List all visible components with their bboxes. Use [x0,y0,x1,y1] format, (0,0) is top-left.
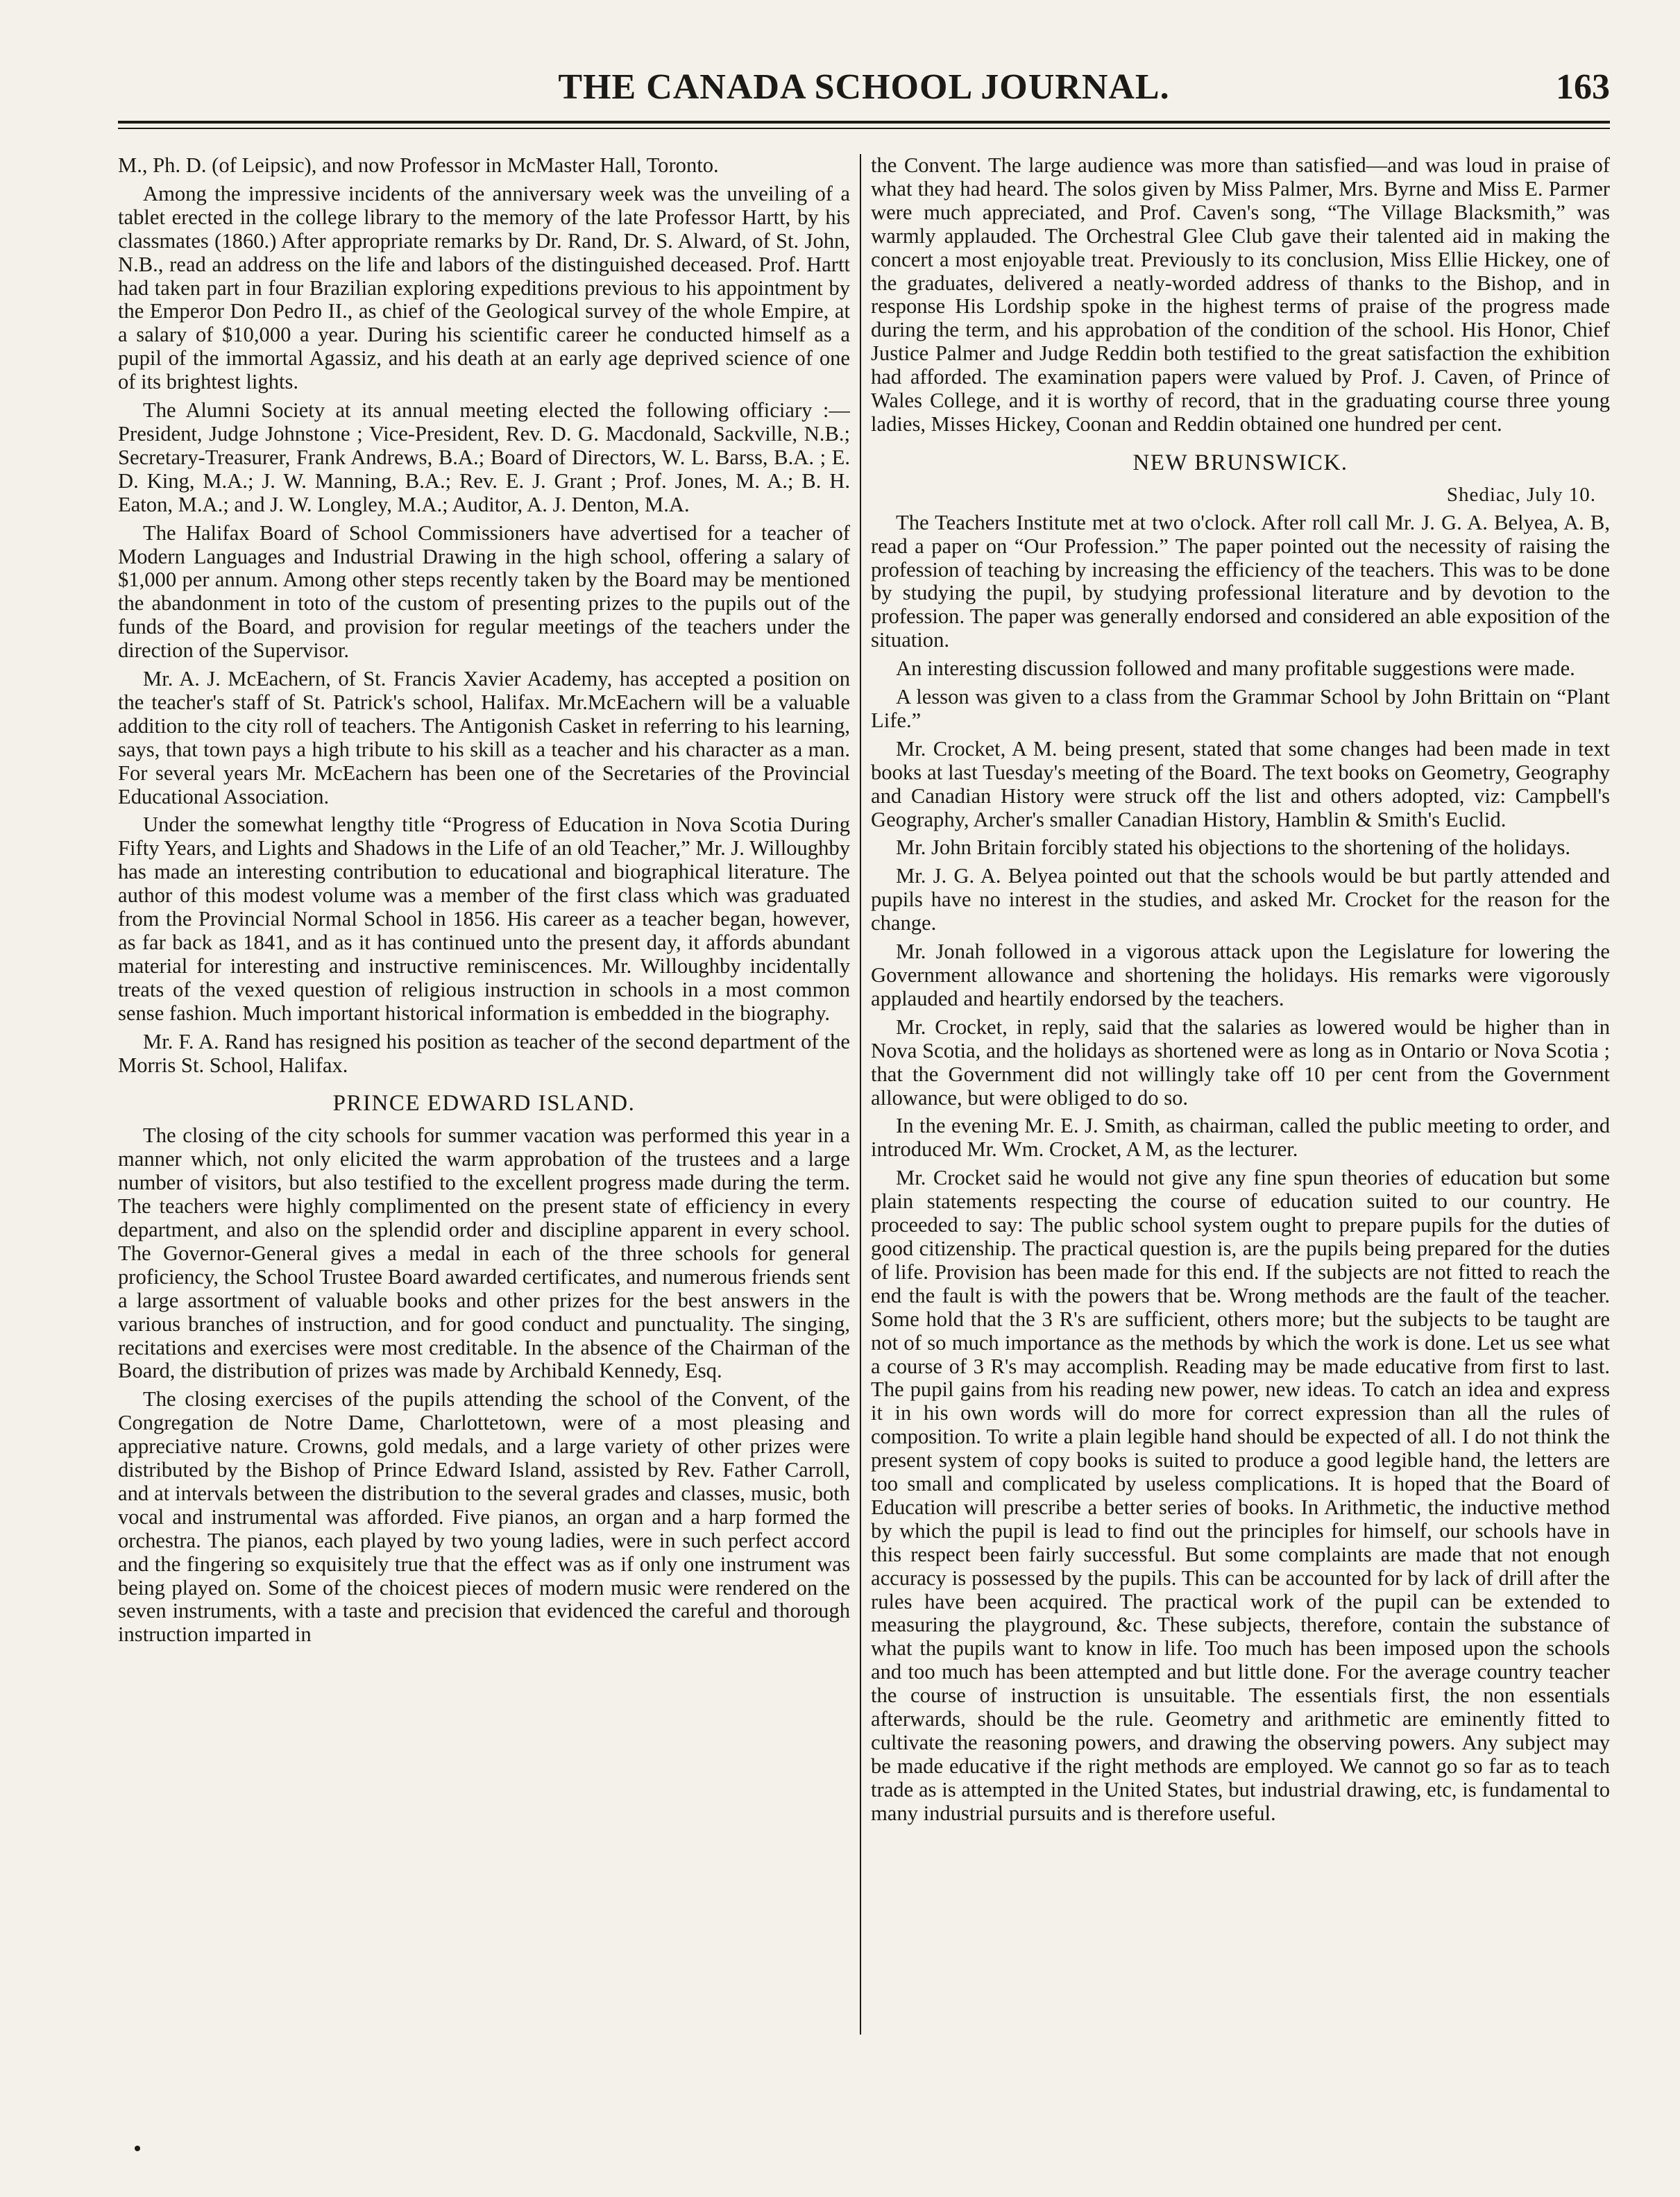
section-heading-new-brunswick: NEW BRUNSWICK. [1132,450,1348,475]
left-column [118,154,850,2042]
journal-title: THE CANADA SCHOOL JOURNAL. [558,67,1170,107]
paragraph: Mr. Crocket, in reply, said that the salaries as lowered would be higher than in Nova Scotia, and the holidays as shortened were as long as in Ontario or Nova Scotia ; that the Government did not willingly take off 10 per cent from the Government allowance, but were obliged to do so. [871,1015,1610,1110]
paragraph: The Alumni Society at its annual meeting elected the following officiary :—President, Judge Johnstone ; Vice-President, Rev. D. G. Macdonald, Sackville, N.B.; Secretary-Treasurer, Frank Andrews, B.A.; Board of Directors, W. L. Barss, B.A. ; E. D. King, M.A.; J. W. Manning, B.A.; Rev. E. J. Grant ; Prof. Jones, M. A.; B. H. Eaton, M.A.; and J. W. Longley, M.A.; Auditor, A. J. Denton, M.A. [118,398,850,516]
paragraph: Mr. Crocket, A M. being present, stated that some changes had been made in text books at last Tuesday's meeting of the Board. The text books on Geometry, Geography and Canadian History were struck off the list and others adopted, viz: Campbell's Geography, Archer's smaller Canadian History, Hamblin & Smith's Euclid. [871,736,1610,831]
section-heading-pei: PRINCE EDWARD ISLAND. [332,1091,636,1117]
paragraph: Mr. Crocket said he would not give any fine spun theories of education but some plain statements respecting the course of education suited to our country. He proceeded to say: The public school system ought to prepare pupils for the duties of good citizenship. The practical question is, are the pupils being prepared for the duties of life. Provision has been made for this end. If the subjects are not fitted to reach the end the fault is with the powers that be. Wrong methods are the fault of the teacher. Some hold that the 3 R's are sufficient, others more; but the subjects to be taught are not of so much importance as the methods by which the work is done. Let us see what a course of 3 R's may accomplish. Reading may be made educative from first to last. The pupil gains from his reading new power, new ideas. To catch an idea and express it in his own words will do more for correct expression than all the rules of composition. To write a plain legible hand should be expected of all. I do not think the present system of copy books is suited to produce a good legible hand, the letters are too small and complicated by useless complications. It is hoped that the Board of Education will prescribe a better series of books. In Arithmetic, the inductive method by which the pupil is lead to find out the principles for himself, our schools have in this respect been fairly successful. But some complaints are made that not enough accuracy is possessed by the pupils. This can be accounted for by lack of drill after the rules have been acquired. The practical work of the pupil can be extended to measuring the playground, &c. These subjects, therefore, contain the substance of what the pupils want to know in life. Too much has been imposed upon the schools and too much has been attempted and but little done. For the average country teacher the course of instruction is unsuitable. The essentials first, the non essentials afterwards, should be the rule. Geometry and arithmetic are eminently fitted to cultivate the reasoning powers, and drawing the observing powers. Any subject may be made educative if the right methods are employed. We cannot go so far as to teach trade as is attempted in the United States, but industrial drawing, etc, is fundamental to many industrial pursuits and is therefore useful. [871,1166,1610,1825]
paragraph: Mr. John Britain forcibly stated his objections to the shortening of the holidays. [896,835,1571,860]
paragraph: M., Ph. D. (of Leipsic), and now Professor in McMaster Hall, Toronto. [118,154,719,177]
header-rule [118,121,1610,124]
header-rule-thin [118,128,1610,129]
paragraph: An interesting discussion followed and many profitable suggestions were made. [896,656,1575,681]
paragraph: Mr. A. J. McEachern, of St. Francis Xavier Academy, has accepted a position on the teacher's staff of St. Patrick's school, Halifax. Mr.McEachern will be a valuable addition to the city roll of teachers. The Antigonish Casket in referring to his learning, says, that town pays a high tribute to his skill as a teacher and his character as a man. For several years Mr. McEachern has been one of the Secretaries of the Provincial Educational Association. [118,667,850,808]
paragraph: In the evening Mr. E. J. Smith, as chairman, called the public meeting to order, and introduced Mr. Wm. Crocket, A M, as the lecturer. [871,1114,1610,1162]
column-divider [860,154,861,2035]
paragraph: Mr. F. A. Rand has resigned his position as teacher of the second department of the Morris St. School, Halifax. [118,1029,850,1077]
paragraph: Among the impressive incidents of the anniversary week was the unveiling of a tablet erected in the college library to the memory of the late Professor Hartt, by his classmates (1860.) After appropriate remarks by Dr. Rand, Dr. S. Alward, of St. John, N.B., read an address on the life and labors of the distinguished deceased. Prof. Hartt had taken part in four Brazilian exploring expeditions previous to his appointment by the Emperor Don Pedro II., as chief of the Geological survey of the whole Empire, at a salary of $10,000 a year. During his scientific career he conducted himself as a pupil of the immortal Agassiz, and his death at an early age deprived science of one of its brightest lights. [118,181,850,394]
page-number: 163 [1556,67,1610,107]
page-header [118,62,1610,118]
paragraph: Mr. J. G. A. Belyea pointed out that the schools would be but partly attended and pupils have no interest in the studies, and asked Mr. Crocket for the reason for the change. [871,864,1610,935]
paragraph: The Teachers Institute met at two o'clock. After roll call Mr. J. G. A. Belyea, A. B, read a paper on “Our Profession.” The paper pointed out the necessity of raising the profession of teaching by increasing the efficiency of the teachers. This was to be done by studying the pupil, by studying professional literature and by devotion to the profession. The paper was generally endorsed and considered an able exposition of the situation. [871,510,1610,652]
stray-mark [135,2146,140,2151]
paragraph: Under the somewhat lengthy title “Progress of Education in Nova Scotia During Fifty Years, and Lights and Shadows in the Life of an old Teacher,” Mr. J. Willoughby has made an interesting contribution to educational and biographical literature. The author of this modest volume was a member of the first class which was graduated from the Provincial Normal School in 1856. His career as a teacher began, however, as far back as 1841, and as it has continued unto the present day, it affords abundant material for interesting and instructive reminiscences. Mr. Willoughby incidentally treats of the vexed question of religious instruction in schools in a most common sense fashion. Much important historical information is embedded in the biography. [118,813,850,1025]
paragraph: A lesson was given to a class from the Grammar School by John Brittain on “Plant Life.” [871,685,1610,732]
right-column [871,154,1610,2042]
paragraph: The closing of the city schools for summer vacation was performed this year in a manner which, not only elicited the warm approbation of the trustees and a large number of visitors, but also testified to the excellent progress made during the term. The teachers were highly complimented on the present state of efficiency in every department, and also on the splendid order and discipline apparent in every school. The Governor-General gives a medal in each of the three schools for general proficiency, the School Trustee Board awarded certificates, and numerous friends sent a large assortment of valuable books and other prizes for the best answers in the various branches of instruction, and for good conduct and punctuality. The singing, recitations and exercises were most creditable. In the absence of the Chairman of the Board, the distribution of prizes was made by Archibald Kennedy, Esq. [118,1123,850,1383]
paragraph: Mr. Jonah followed in a vigorous attack upon the Legislature for lowering the Government allowance and shortening the holidays. His remarks were vigorously applauded and heartily endorsed by the teachers. [871,940,1610,1010]
paragraph: the Convent. The large audience was more than satisfied—and was loud in praise of what they had heard. The solos given by Miss Palmer, Mrs. Byrne and Miss E. Parmer were much appreciated, and Prof. Caven's song, “The Village Blacksmith,” was warmly applauded. The Orchestral Glee Club gave their talented aid in making the concert a most enjoyable treat. Previously to its conclusion, Miss Ellie Hickey, one of the graduates, delivered a neatly-worded address of thanks to the Bishop, and in response His Lordship spoke in the highest terms of praise of the progress made during the term, and his approbation of the condition of the school. His Honor, Chief Justice Palmer and Judge Reddin both testified to the great satisfaction the exhibition had afforded. The examination papers were valued by Prof. J. Caven, of Prince of Wales College, and it is worthy of record, that in the graduating course three young ladies, Misses Hickey, Coonan and Reddin obtained one hundred per cent. [871,154,1610,436]
dateline: Shediac, July 10. [1446,483,1596,506]
paragraph: The Halifax Board of School Commissioners have advertised for a teacher of Modern Languages and Industrial Drawing in the high school, offering a salary of $1,000 per annum. Among other steps recently taken by the Board may be mentioned the abandonment in toto of the custom of presenting prizes to the pupils out of the funds of the Board, and provision for regular meetings of the teachers under the direction of the Supervisor. [118,520,850,663]
paragraph: The closing exercises of the pupils attending the school of the Convent, of the Congregation de Notre Dame, Charlottetown, were of a most pleasing and appreciative nature. Crowns, gold medals, and a large variety of other prizes were distributed by the Bishop of Prince Edward Island, assisted by Rev. Father Carroll, and at intervals between the distribution to the several grades and classes, music, both vocal and instrumental was afforded. Five pianos, an organ and a harp formed the orchestra. The pianos, each played by two young ladies, were in such perfect accord and the fingering so exquisitely true that the effect was as if only one instrument was being played on. Some of the choicest pieces of modern music were rendered on the seven instruments, with a taste and precision that evidenced the careful and thorough instruction imparted in [118,1387,850,1647]
